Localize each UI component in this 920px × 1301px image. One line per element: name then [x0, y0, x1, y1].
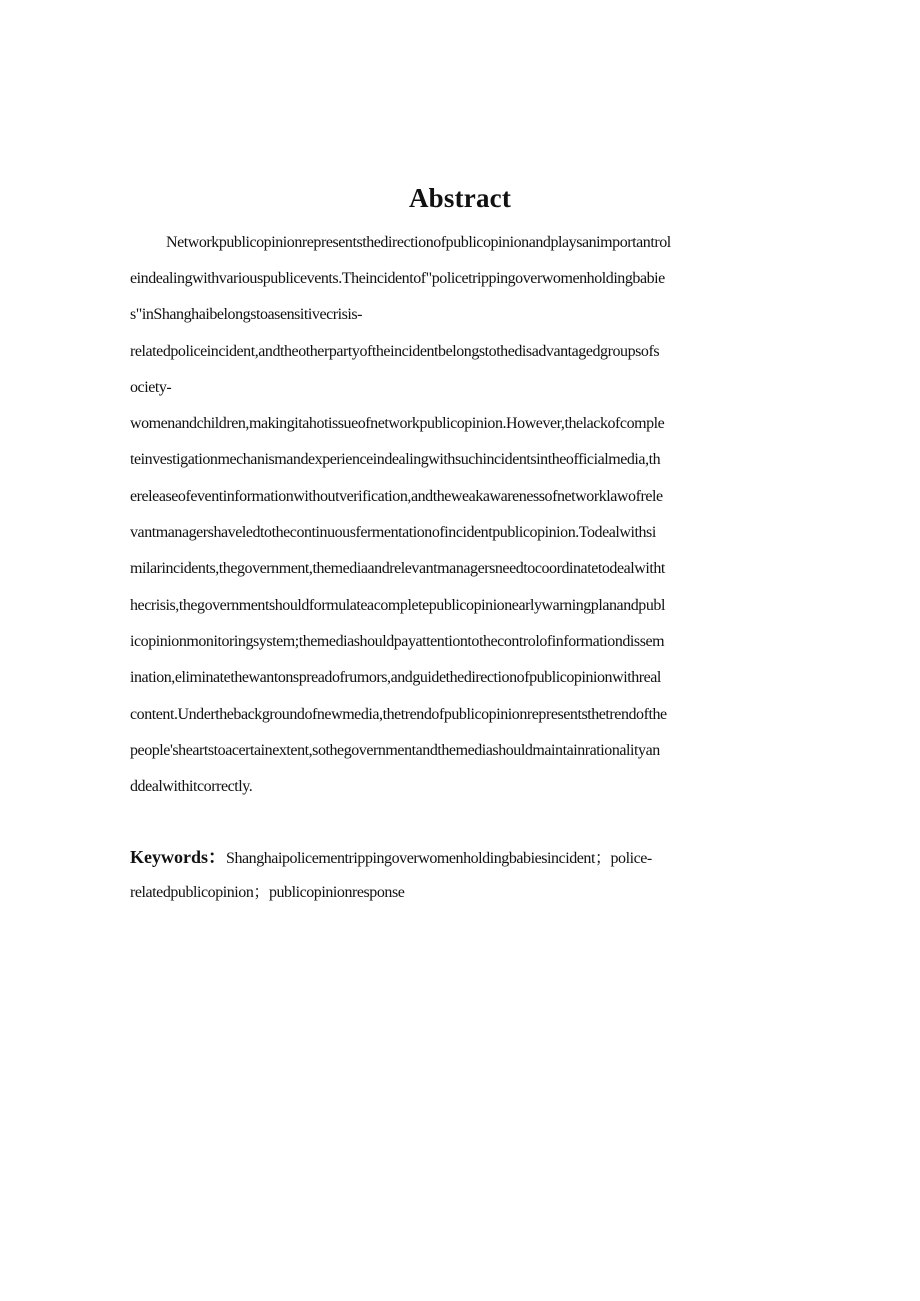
- abstract-line: milarincidents,thegovernment,themediaandrelevantmanagersneedtocoordinatetodealwitht: [130, 560, 665, 577]
- abstract-line: eindealingwithvariouspublicevents.Theincidentof"policetrippingoverwomenholdingbabie: [130, 270, 665, 287]
- abstract-line: relatedpoliceincident,andtheotherpartyoftheincidentbelongstothedisadvantagedgroupsofs: [130, 343, 660, 360]
- keywords-line: relatedpublicopinion；publicopinionresponse: [130, 884, 405, 901]
- abstract-line: hecrisis,thegovernmentshouldformulateacompletepublicopinionearlywarningplanandpubl: [130, 597, 665, 614]
- abstract-line: people'sheartstoacertainextent,sothegovernmentandthemediashouldmaintainrationalityan: [130, 742, 660, 759]
- abstract-line: icopinionmonitoringsystem;themediashouldpayattentiontothecontrolofinformationdissem: [130, 633, 665, 650]
- abstract-line: Networkpublicopinionrepresentsthedirectionofpublicopinionandplaysanimportantrol: [166, 234, 671, 251]
- abstract-line: ddealwithitcorrectly.: [130, 778, 253, 795]
- abstract-line: ociety-: [130, 379, 172, 396]
- abstract-line: womenandchildren,makingitahotissueofnetworkpublicopinion.However,thelackofcomple: [130, 415, 665, 432]
- abstract-title: Abstract: [408, 183, 512, 213]
- keywords-text: Shanghaipolicementrippingoverwomenholdingbabiesincident；police-: [226, 850, 652, 867]
- abstract-line: ereleaseofeventinformationwithoutverification,andtheweakawarenessofnetworklawofrele: [130, 488, 663, 505]
- abstract-line: content.Underthebackgroundofnewmedia,thetrendofpublicopinionrepresentsthetrendofthe: [130, 706, 667, 723]
- keywords-line: [130, 847, 795, 869]
- abstract-line: ination,eliminatethewantonspreadofrumors,andguidethedirectionofpublicopinionwithreal: [130, 669, 661, 686]
- abstract-line: vantmanagershaveledtothecontinuousfermentationofincidentpublicopinion.Todealwithsi: [130, 524, 656, 541]
- keywords-label: Keywords：: [130, 847, 226, 867]
- abstract-line: s"inShanghaibelongstoasensitivecrisis-: [130, 306, 363, 323]
- abstract-line: teinvestigationmechanismandexperienceindealingwithsuchincidentsintheofficialmedia,th: [130, 451, 661, 468]
